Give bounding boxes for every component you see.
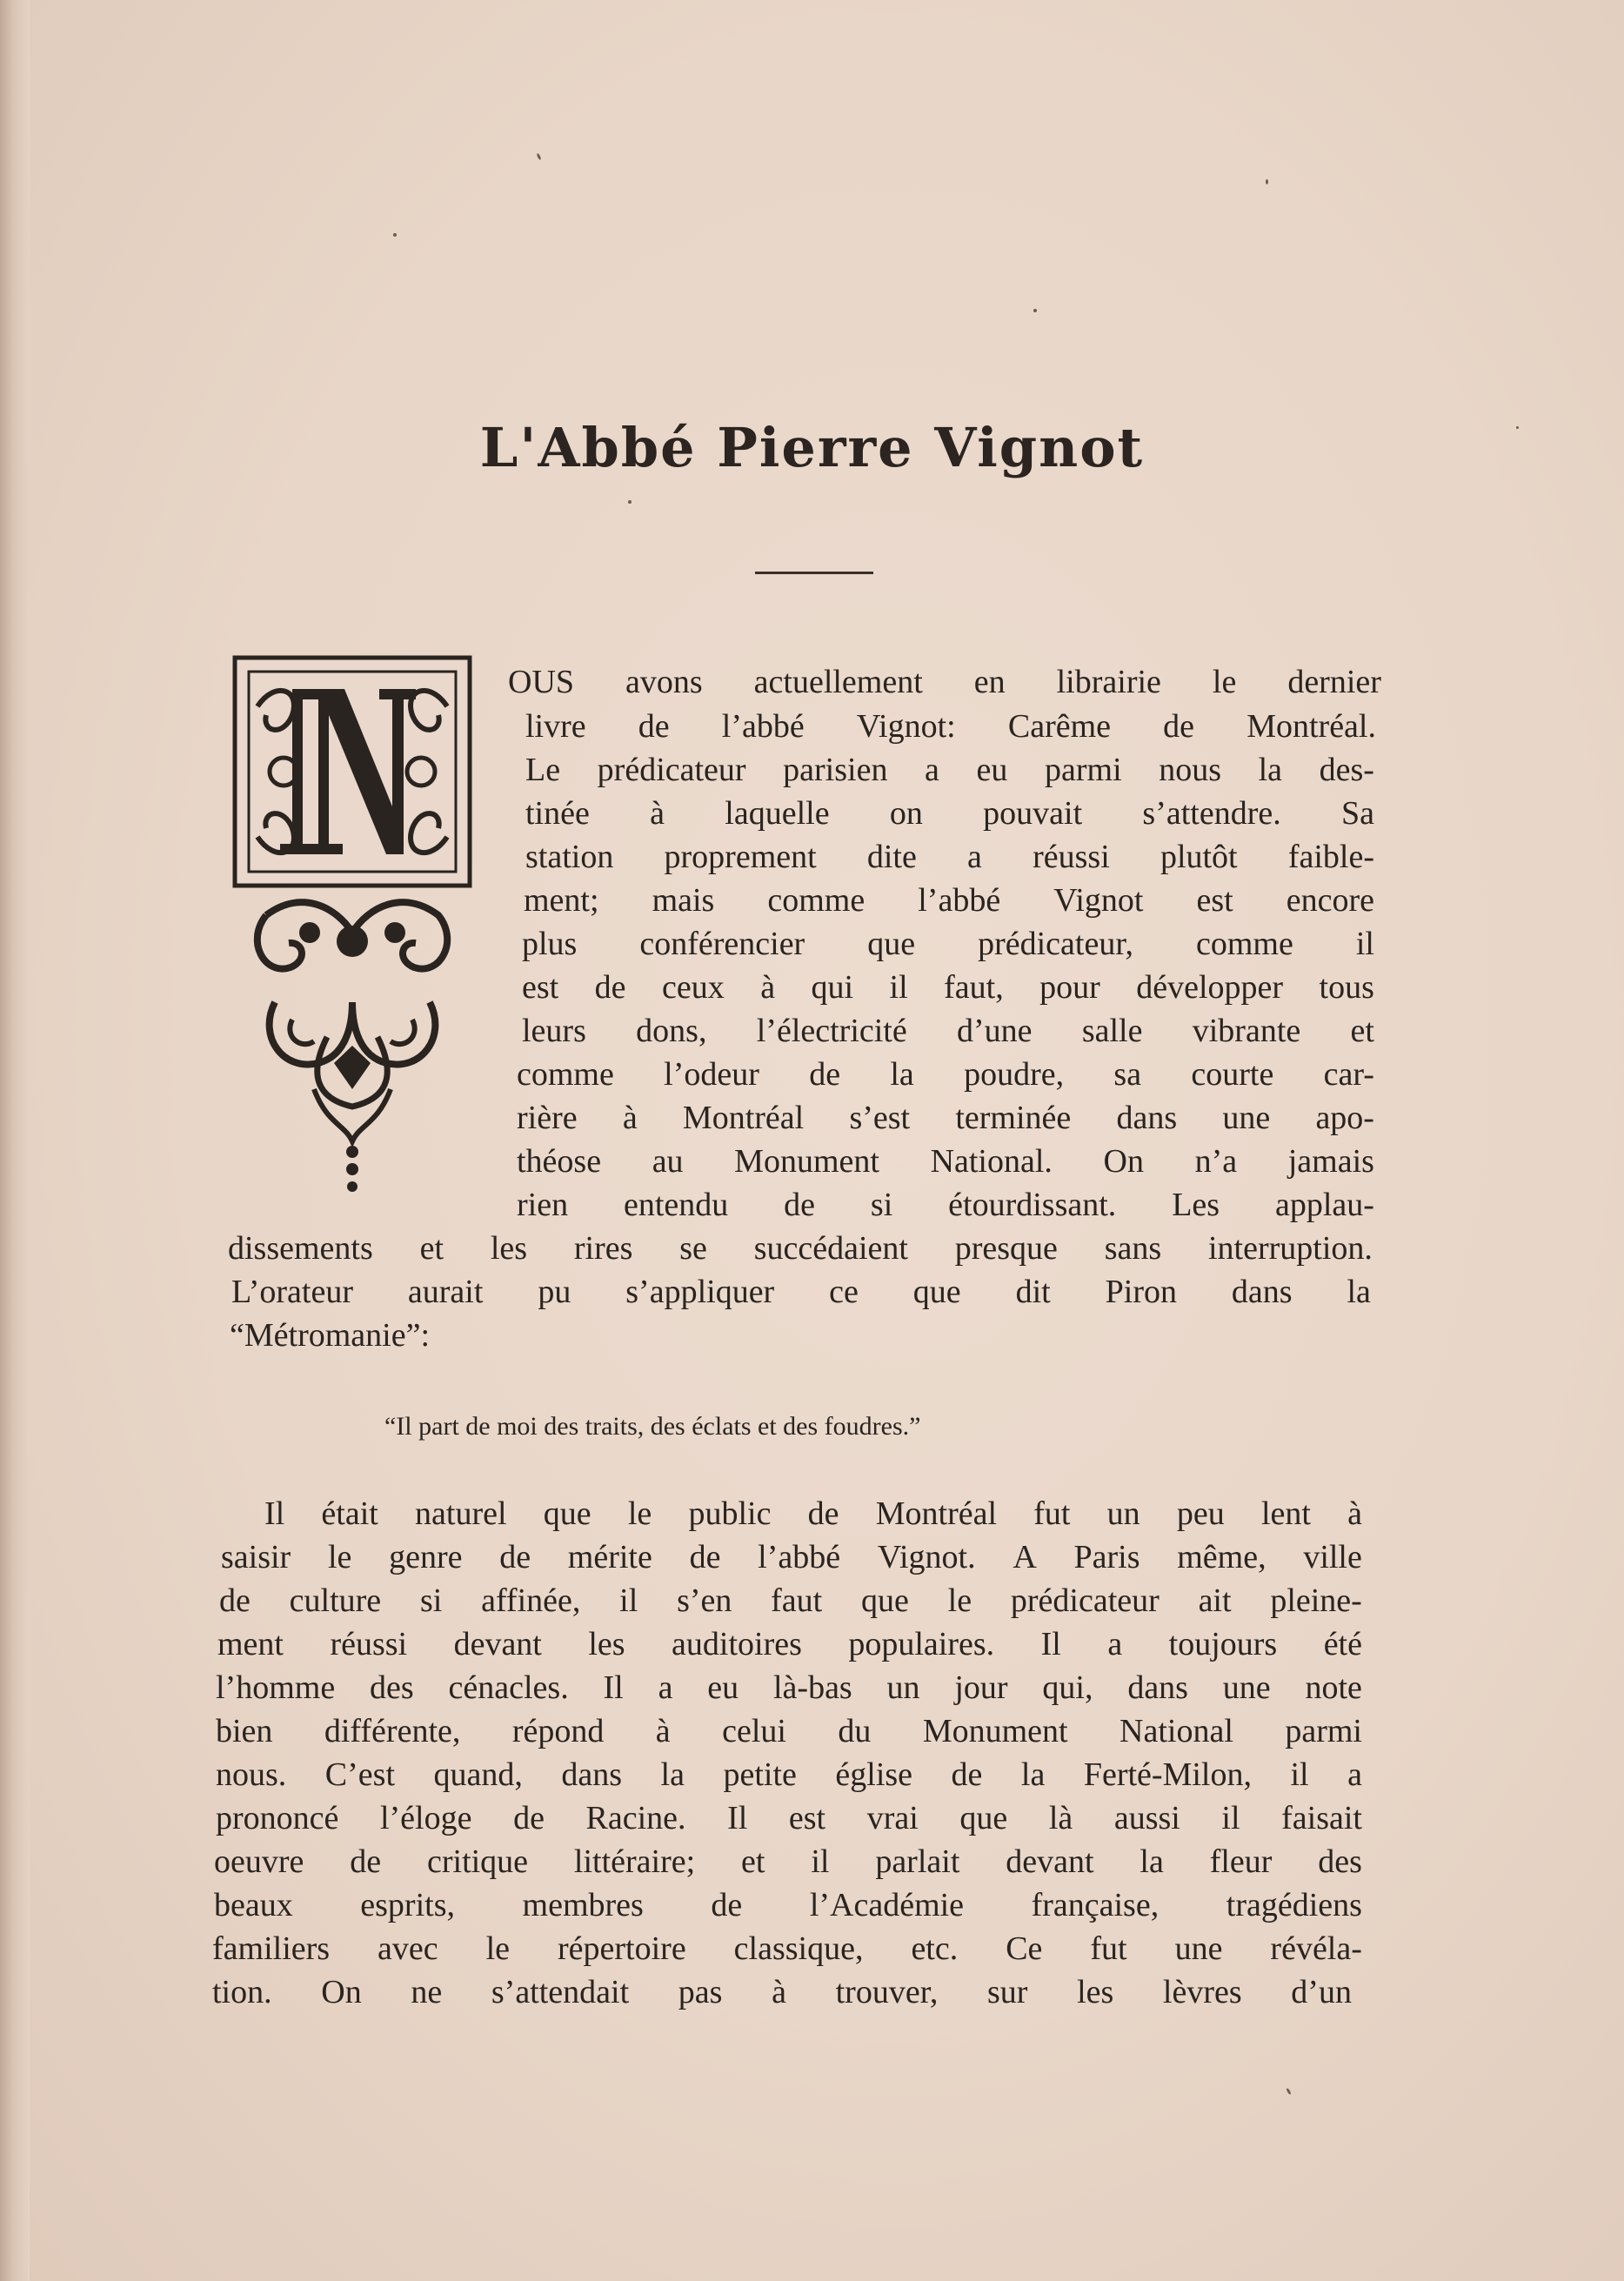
text-line: bien différente, répond à celui du Monument National parmi	[216, 1713, 1362, 1749]
page-title: L'Abbé Pierre Vignot	[479, 416, 1145, 479]
block-quote: “Il part de moi des traits, des éclats et des foudres.”	[384, 1412, 921, 1441]
text-line: nous. C’est quand, dans la petite église de la Ferté-Milon, il a	[216, 1756, 1362, 1793]
text-line: L’orateur aurait pu s’appliquer ce que dit Piron dans la	[231, 1274, 1371, 1310]
text-line: oeuvre de critique littéraire; et il parlait devant la fleur des	[214, 1843, 1362, 1880]
speck	[393, 233, 397, 237]
text-line: prononcé l’éloge de Racine. Il est vrai que là aussi il faisait	[216, 1800, 1362, 1836]
text-line: tion. On ne s’attendait pas à trouver, sur les lèvres d’un	[212, 1974, 1352, 2010]
text-line: rien entendu de si étourdissant. Les applau-	[517, 1187, 1374, 1223]
speck	[1033, 309, 1037, 312]
ornamental-initial-icon	[231, 654, 473, 1194]
text-line: plus conférencier que prédicateur, comme il	[522, 926, 1374, 962]
text-line: de culture si affinée, il s’en faut que le prédicateur ait pleine-	[219, 1582, 1362, 1619]
text-line: beaux esprits, membres de l’Académie française, tragédiens	[214, 1887, 1362, 1923]
text-line: ment réussi devant les auditoires populaires. Il a toujours été	[217, 1626, 1362, 1662]
text-line: livre de l’abbé Vignot: Carême de Montréal.	[525, 708, 1376, 745]
text-line: tinée à laquelle on pouvait s’attendre. Sa	[525, 795, 1374, 832]
text-line: “Métromanie”:	[230, 1317, 431, 1354]
title-rule	[755, 572, 873, 574]
text-line: saisir le genre de mérite de l’abbé Vignot. A Paris même, ville	[221, 1539, 1362, 1575]
text-line: théose au Monument National. On n’a jamais	[517, 1143, 1374, 1180]
text-line: l’homme des cénacles. Il a eu là-bas un jour qui, dans une note	[216, 1669, 1362, 1706]
text-line: rière à Montréal s’est terminée dans une apo-	[517, 1100, 1374, 1136]
text-line: familiers avec le répertoire classique, etc. Ce fut une révéla-	[212, 1930, 1362, 1967]
text-line: OUS avons actuellement en librairie le dernier	[508, 664, 1381, 700]
speck	[1266, 179, 1268, 184]
text-line: Le prédicateur parisien a eu parmi nous la des-	[525, 752, 1374, 788]
text-line: dissements et les rires se succédaient presque sans interruption.	[228, 1230, 1373, 1267]
text-line: est de ceux à qui il faut, pour développer tous	[522, 969, 1374, 1006]
speck	[628, 500, 632, 504]
binding-edge	[0, 0, 30, 2281]
text-line: station proprement dite a réussi plutôt faible-	[525, 839, 1374, 875]
text-line: Il était naturel que le public de Montréal fut un peu lent à	[264, 1495, 1362, 1532]
text-line: comme l’odeur de la poudre, sa courte car-	[517, 1056, 1374, 1093]
text-line: ment; mais comme l’abbé Vignot est encore	[524, 882, 1374, 919]
text-line: leurs dons, l’électricité d’une salle vibrante et	[522, 1013, 1374, 1049]
